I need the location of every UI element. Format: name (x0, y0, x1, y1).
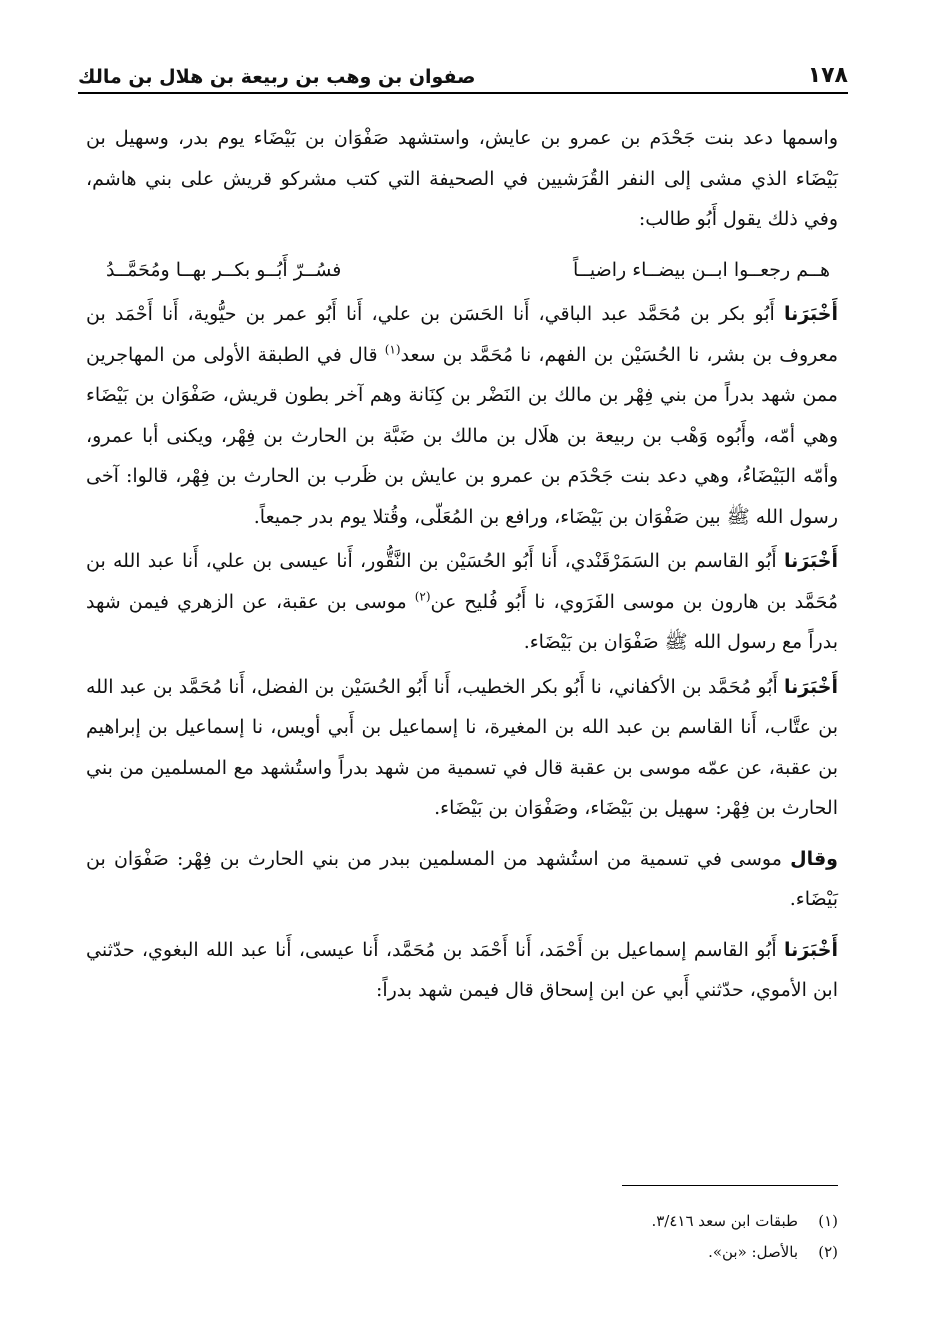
footnote-2-text: بالأصل: «بن». (708, 1243, 798, 1261)
paragraph-4-text: أَبُو مُحَمَّد بن الأكفاني، نا أَبُو بكر الخطيب، أَنا أَبُو الحُسَيْن بن الفضل، أَنا مُحَمَّد بن عبد الله بن عتَّاب، أَنا القاسم بن عبد الله بن المغيرة، نا إسماعيل بن أَبي أويس، نا إسماعيل بن إبراهيم بن عقبة، عن عمّه موسى بن عقبة قال في تسمية من شهد بدراً واستُشهد مع المسلمين من بني الحارث بن فِهْر: سهيل بن بَيْضَاء، وصَفْوَان بن بَيْضَاء. (86, 675, 838, 819)
page-header (78, 58, 848, 94)
footnote-ref-1: (١) (384, 342, 401, 357)
paragraph-6 (86, 930, 838, 1011)
paragraph-4 (86, 667, 838, 829)
running-title: صفوان بن وهب بن ربيعة بن هلال بن مالك (78, 66, 476, 88)
main-text (86, 118, 838, 1011)
paragraph-3-text-a: أَبُو القاسم بن السَمَرْقَنْدي، أَنا أَبُو الحُسَيْن بن النَّقُّور، أَنا عيسى بن علي، أَنا عبد الله بن مُحَمَّد بن هارون بن موسى الفَرَوي، نا أَبُو فُليح عن (86, 550, 839, 613)
footnote-2 (86, 1237, 838, 1268)
footnote-divider (622, 1185, 838, 1186)
paragraph-3 (86, 541, 838, 663)
paragraph-1-text: واسمها دعد بنت جَحْدَم بن عمرو بن عايش، واستشهد صَفْوَان بن بَيْضَاء يوم بدر، وسهيل بن بَيْضَاء الذي مشى إلى النفر القُرَشيين في الصحيفة التي كتب مشركو قريش على بني هاشم، وفي ذلك يقول أَبُو طالب: (86, 127, 838, 230)
paragraph-6-text: أَبُو القاسم إسماعيل بن أَحْمَد، أَنا أَحْمَد بن مُحَمَّد، أَنا عيسى، أَنا عبد الله البغوي، حدّثني ابن الأموي، حدّثني أَبي عن ابن إسحاق قال فيمن شهد بدراً: (86, 938, 838, 1001)
paragraph-2-lead: أَخْبَرَنا (783, 303, 838, 325)
paragraph-2-text-a: أَبُو بكر بن مُحَمَّد عبد الباقي، أَنا الحَسَن بن علي، أَنا أَبُو عمر بن حيُّوية، أَنا أَحْمَد بن معروف بن بشر، نا الحُسَيْن بن الفهم، نا مُحَمَّد بن سعد (86, 303, 838, 366)
paragraph-5-text: موسى في تسمية من استُشهد من المسلمين ببدر من بني الحارث بن فِهْر: صَفْوَان بن بَيْضَاء. (86, 847, 838, 910)
poetry-verse (86, 250, 838, 291)
footnote-1 (86, 1206, 838, 1237)
paragraph-1 (86, 118, 838, 240)
paragraph-5 (86, 839, 838, 920)
footnotes (86, 1206, 838, 1268)
paragraph-2 (86, 294, 838, 537)
footnote-1-number: (١) (818, 1212, 838, 1230)
paragraph-6-lead: أَخْبَرَنا (783, 938, 838, 961)
paragraph-4-lead: أَخْبَرَنا (783, 675, 838, 698)
footnote-2-number: (٢) (818, 1243, 838, 1261)
paragraph-5-lead: وقال (790, 847, 838, 870)
page-number: ١٧٨ (807, 63, 848, 88)
verse-first-hemistich: هــم رجعــوا ابــن بيضــاء راضيــاً (572, 258, 830, 281)
footnote-ref-2: (٢) (414, 589, 431, 604)
paragraph-3-lead: أَخْبَرَنا (783, 550, 838, 572)
footnote-1-text: طبقات ابن سعد ٣/٤١٦. (651, 1212, 798, 1230)
paragraph-3-text-b: موسى بن عقبة، عن الزهري فيمن شهد بدراً مع رسول الله ﷺ صَفْوَان بن بَيْضَاء. (86, 590, 838, 653)
paragraph-2-text-b: قال في الطبقة الأولى من المهاجرين ممن شهد بدراً من بني فِهْر بن مالك بن النَضْر بن كِنَانة وهم آخر بطون قريش، صَفْوَان بن بَيْضَاء وهي أمّه، وأَبُوه وَهْب بن ربيعة بن هلَال بن مالك بن ضَبَّة بن الحارث بن فِهْر، ويكنى أبا عمرو، وأمّه البَيْضَاءُ، وهي دعد بنت جَحْدَم بن عمرو بن عايش بن ظَرب بن الحارث بن فِهْر، قالوا: آخى رسول الله ﷺ بين صَفْوَان بن بَيْضَاء، ورافع بن المُعَلّى، وقُتلا يوم بدر جميعاً. (86, 343, 838, 528)
verse-second-hemistich: فسُــرّ أَبُــو بكــر بهــا ومُحَمَّــدُ (106, 258, 342, 281)
